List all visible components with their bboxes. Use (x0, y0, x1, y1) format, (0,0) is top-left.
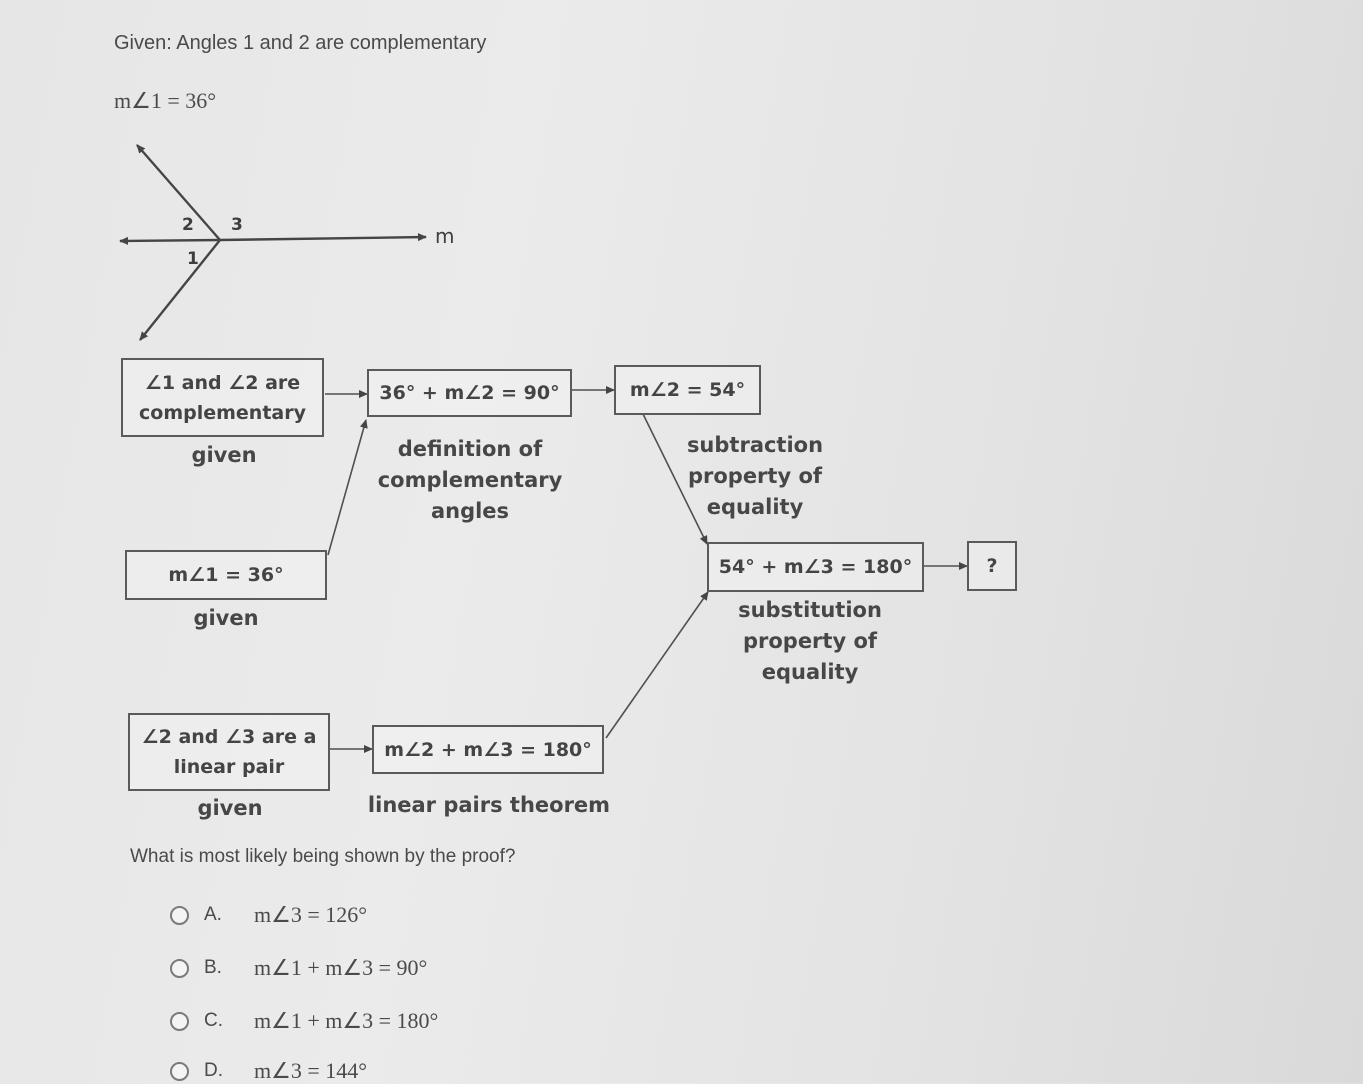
line-m-left-ray (120, 240, 220, 241)
choice-c-text: m∠1 + m∠3 = 180° (254, 1008, 439, 1033)
arrow-m1-to-sum90 (328, 420, 366, 555)
choice-d[interactable] (170, 1058, 367, 1084)
reason-complementary-given: given (191, 443, 257, 467)
reason-definition-complementary: definition of complementary angles (377, 437, 563, 523)
choice-d-letter: D. (204, 1060, 223, 1081)
box-m2-54: m∠2 = 54° (614, 365, 761, 415)
box-linear-pair: ∠2 and ∠3 are a linear pair (128, 713, 330, 791)
choice-c[interactable] (170, 1008, 438, 1034)
radio-b[interactable] (170, 959, 189, 978)
reason-substitution-property: substitution property of equality (738, 598, 882, 684)
box-sum-180: m∠2 + m∠3 = 180° (372, 725, 604, 774)
choice-a-text: m∠3 = 126° (254, 902, 368, 927)
box-complementary: ∠1 and ∠2 are complementary (121, 358, 324, 437)
radio-a[interactable] (170, 906, 189, 925)
line-label-m: m (435, 224, 455, 248)
question-prompt: What is most likely being shown by the proof? (130, 846, 516, 867)
line-m (220, 237, 426, 240)
box-sum-90: 36° + m∠2 = 90° (367, 369, 572, 417)
reason-linear-pairs-theorem: linear pairs theorem (367, 793, 611, 817)
choice-b-letter: B. (204, 957, 222, 978)
choice-b[interactable] (170, 955, 427, 981)
angle-figure (120, 145, 426, 340)
choice-b-text: m∠1 + m∠3 = 90° (254, 955, 428, 980)
upper-ray (137, 145, 220, 240)
radio-d[interactable] (170, 1062, 189, 1081)
reason-m1-given: given (193, 606, 259, 630)
lower-ray (140, 240, 220, 340)
given-measure: m∠1 = 36° (114, 88, 217, 113)
radio-c[interactable] (170, 1012, 189, 1031)
box-unknown-statement: ? (967, 541, 1017, 591)
choice-c-letter: C. (204, 1010, 223, 1031)
choice-d-text: m∠3 = 144° (254, 1058, 368, 1083)
arrow-sum180-to-sum180sub (606, 592, 708, 738)
choice-a[interactable] (170, 902, 367, 928)
angle-label-2: 2 (182, 215, 194, 235)
box-sum-180-substitution: 54° + m∠3 = 180° (707, 542, 924, 592)
reason-linear-given: given (197, 796, 263, 820)
given-statement: Given: Angles 1 and 2 are complementary (114, 32, 487, 54)
choice-a-letter: A. (204, 904, 222, 925)
reason-subtraction-property: subtraction property of equality (686, 433, 824, 519)
angle-label-1: 1 (187, 249, 199, 269)
box-m1-36: m∠1 = 36° (125, 550, 327, 600)
angle-label-3: 3 (231, 215, 243, 235)
